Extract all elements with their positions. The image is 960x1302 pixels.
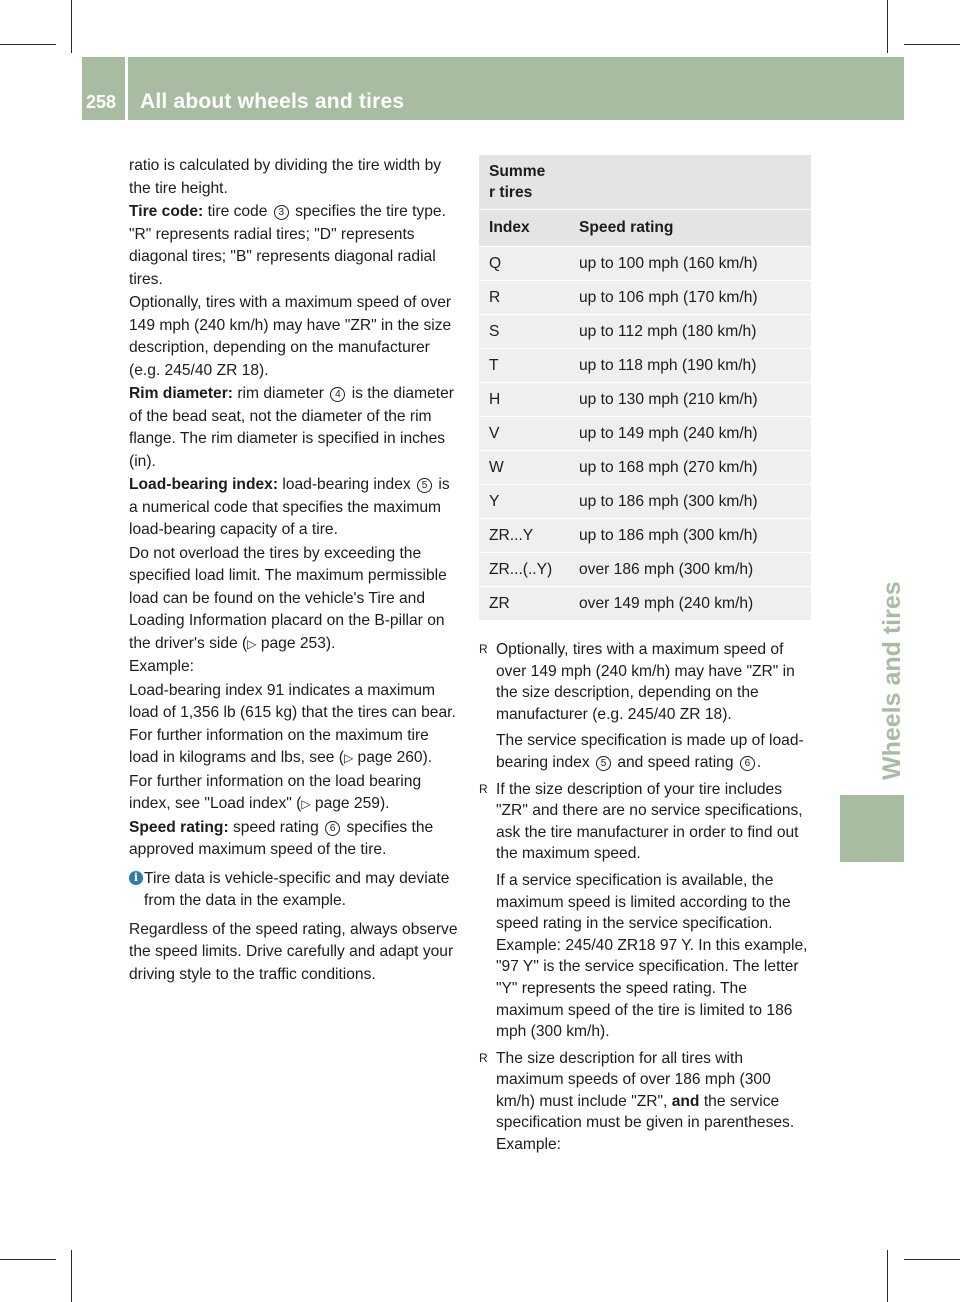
text: specifies the approved maximum speed of the tire. xyxy=(129,818,434,858)
table-row xyxy=(479,485,811,519)
emphasis: and xyxy=(671,1092,700,1110)
text: load-bearing index xyxy=(282,476,411,493)
speed-cell: up to 149 mph (240 km/h) xyxy=(569,417,811,451)
index-cell: ZR...Y xyxy=(479,519,569,553)
index-cell: H xyxy=(479,383,569,417)
paragraph: Optionally, tires with a maximum speed of over 149 mph (240 km/h) may have "ZR" in the size description, depending on the manufacturer (e.g. 245/40 ZR 18). xyxy=(496,641,795,723)
index-cell: S xyxy=(479,315,569,349)
table-row xyxy=(479,383,811,417)
index-cell: T xyxy=(479,349,569,383)
term-label: Tire code: xyxy=(129,203,204,220)
index-cell: Q xyxy=(479,247,569,281)
speed-cell: up to 112 mph (180 km/h) xyxy=(569,315,811,349)
table-header-row xyxy=(479,210,811,247)
paragraph: Example: xyxy=(129,658,195,675)
speed-cell: over 149 mph (240 km/h) xyxy=(569,587,811,621)
ref-arrow-icon: ▷ xyxy=(301,797,311,811)
ref-arrow-icon: ▷ xyxy=(247,636,257,651)
callout-number: 6 xyxy=(325,821,340,836)
crop-mark xyxy=(887,0,888,53)
text: ). xyxy=(379,795,390,812)
bullet-item xyxy=(479,779,814,1043)
section-title: All about wheels and tires xyxy=(140,90,405,113)
bullet-item xyxy=(479,1048,814,1156)
page-reference-link[interactable]: page 253 xyxy=(260,634,326,652)
header-divider xyxy=(125,57,128,120)
speed-cell: up to 186 mph (300 km/h) xyxy=(569,485,811,519)
text: rim diameter xyxy=(237,385,324,402)
text: ). xyxy=(325,634,336,652)
speed-rating-table xyxy=(479,155,811,621)
speed-cell: up to 100 mph (160 km/h) xyxy=(569,247,811,281)
table-row xyxy=(479,587,811,621)
callout-number: 4 xyxy=(330,387,345,402)
paragraph: ratio is calculated by dividing the tire width by the tire height. xyxy=(129,157,442,197)
page-number: 258 xyxy=(86,92,117,112)
column-header-index: Index xyxy=(479,210,569,247)
table-row xyxy=(479,417,811,451)
index-cell: V xyxy=(479,417,569,451)
speed-cell: up to 186 mph (300 km/h) xyxy=(569,519,811,553)
term-label: Speed rating: xyxy=(129,818,229,836)
paragraph xyxy=(496,730,814,773)
text: and speed rating xyxy=(617,753,734,771)
paragraph xyxy=(129,817,461,862)
ref-arrow-icon: ▷ xyxy=(343,751,354,765)
text: r tires xyxy=(489,184,533,201)
text: Summe xyxy=(489,163,546,180)
table-title xyxy=(479,155,569,210)
crop-mark xyxy=(0,44,56,45)
side-block xyxy=(840,795,904,862)
crop-mark xyxy=(887,1250,888,1302)
bullet-icon: R xyxy=(479,1050,488,1065)
text: is the diameter of the bead seat, not the diameter of the rim flange. The rim diameter is specified in inches (in). xyxy=(129,385,454,470)
index-cell: W xyxy=(479,451,569,485)
crop-mark xyxy=(904,44,960,45)
paragraph xyxy=(129,383,461,473)
crop-mark xyxy=(0,1259,56,1260)
side-label-text: Wheels and tires xyxy=(878,581,906,780)
index-cell: R xyxy=(479,281,569,315)
text: speed rating xyxy=(232,818,319,836)
info-icon: i xyxy=(129,871,143,885)
crop-mark xyxy=(71,1250,72,1302)
text: The size description for all tires with maximum speeds of over 186 mph (300 km/h) must include "ZR", xyxy=(496,1049,771,1110)
index-cell: ZR xyxy=(479,587,569,621)
text: Load-bearing index 91 indicates a maximum load of 1,356 lb (615 kg) that the tires can bear. For further information on the maximum tire load in kilograms and lbs, see ( xyxy=(129,681,456,766)
callout-number: 6 xyxy=(740,756,755,771)
callout-number: 5 xyxy=(417,478,432,493)
term-label: Rim diameter: xyxy=(129,385,233,402)
column-header-speed: Speed rating xyxy=(569,210,811,247)
text: specifies the tire type. "R" represents radial tires; "D" represents diagonal tires; "B" represents diagonal radial tires. xyxy=(129,203,446,288)
speed-cell: up to 168 mph (270 km/h) xyxy=(569,451,811,485)
table-row xyxy=(479,553,811,587)
speed-cell: up to 130 mph (210 km/h) xyxy=(569,383,811,417)
table-row xyxy=(479,349,811,383)
paragraph: Regardless of the speed rating, always observe the speed limits. Drive carefully and adapt your driving style to the traffic conditions. xyxy=(129,920,458,983)
paragraph xyxy=(129,680,461,770)
table-row xyxy=(479,451,811,485)
bullet-icon: R xyxy=(479,642,488,656)
index-cell: Y xyxy=(479,485,569,519)
left-column xyxy=(129,155,461,987)
speed-cell: up to 106 mph (170 km/h) xyxy=(569,281,811,315)
paragraph xyxy=(129,201,461,291)
index-cell: ZR...(..Y) xyxy=(479,553,569,587)
speed-cell: over 186 mph (300 km/h) xyxy=(569,553,811,587)
paragraph: If a service specification is available, the maximum speed is limited according to the speed rating in the service specification. Example: 245/40 ZR18 97 Y. In this example, "97 Y" is the service specification. The letter "Y" represents the speed rating. The maximum speed of the tire is limited to 186 mph (300 km/h). xyxy=(496,871,808,1041)
table-row xyxy=(479,281,811,315)
text: The service specification is made up of load-bearing index xyxy=(496,732,804,771)
paragraph: If the size description of your tire includes "ZR" and there are no service specifications, ask the tire manufacturer in order to find out the maximum speed. xyxy=(496,780,803,863)
table-row xyxy=(479,315,811,349)
text: Do not overload the tires by exceeding the specified load limit. The maximum permissible load can be found on the vehicle's Tire and Loading Information placard on the B-pillar on the driver's side ( xyxy=(129,544,447,652)
callout-number: 5 xyxy=(596,756,611,771)
text: tire code xyxy=(207,203,268,220)
text: the service specification must be given in parentheses. Example: xyxy=(496,1092,795,1154)
text: is a numerical code that specifies the maximum load-bearing capacity of a tire. xyxy=(129,476,450,538)
paragraph: Optionally, tires with a maximum speed of over 149 mph (240 km/h) may have "ZR" in the size description, depending on the manufacturer (e.g. 245/40 ZR 18). xyxy=(129,294,452,379)
page-reference-link[interactable]: page 260 xyxy=(357,749,423,766)
crop-mark xyxy=(904,1259,960,1260)
bullet-icon: R xyxy=(479,781,488,796)
callout-number: 3 xyxy=(274,205,289,220)
table-row xyxy=(479,247,811,281)
page-reference-link[interactable]: page 259 xyxy=(314,795,380,812)
text: For further information on the load bearing index, see "Load index" ( xyxy=(129,772,422,812)
text: Tire data is vehicle-specific and may deviate from the data in the example. xyxy=(144,869,450,909)
term-label: Load-bearing index: xyxy=(129,476,279,493)
paragraph xyxy=(129,474,461,542)
crop-mark xyxy=(71,0,72,53)
bullet-item xyxy=(479,639,814,774)
paragraph xyxy=(496,1048,814,1156)
table-title-row xyxy=(479,155,811,210)
right-column xyxy=(479,639,814,1161)
empty-cell xyxy=(569,155,811,210)
text: . xyxy=(756,753,762,771)
table-row xyxy=(479,519,811,553)
paragraph xyxy=(129,771,461,816)
speed-cell: up to 118 mph (190 km/h) xyxy=(569,349,811,383)
info-note xyxy=(129,868,461,913)
paragraph xyxy=(129,543,461,656)
text: ). xyxy=(422,749,433,766)
